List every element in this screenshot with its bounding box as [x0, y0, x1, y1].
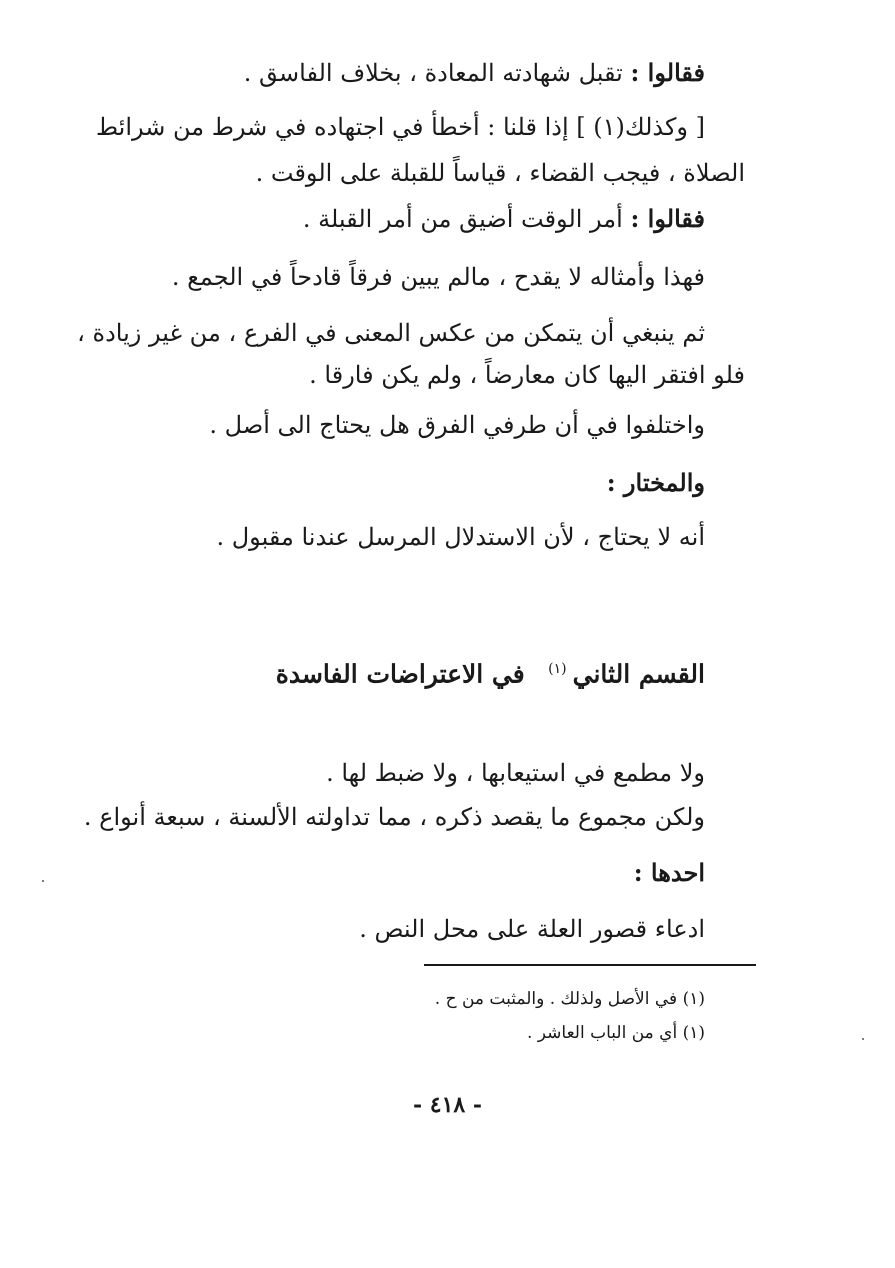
text-line-11: ولا مطمع في استيعابها ، ولا ضبط لها . — [326, 759, 705, 787]
footnote-marker: (١) — [548, 661, 567, 677]
text-line-2: [ وكذلك(١) ] إذا قلنا : أخطأ في اجتهاده في شرط من شرائط — [95, 113, 705, 141]
line-text: تقبل شهادته المعادة ، بخلاف الفاسق . — [243, 59, 623, 87]
footnote-1: (١) في الأصل ولذلك . والمثبت من ح . — [434, 989, 705, 1009]
footnote-2: (١) أي من الباب العاشر . — [526, 1023, 705, 1043]
section-title-part1: القسم الثاني — [572, 659, 705, 689]
text-line-13: احدها : — [633, 858, 705, 887]
lead-word: فقالوا : — [630, 204, 705, 233]
text-line-9: والمختار : — [606, 468, 705, 497]
text-line-4 — [303, 202, 705, 236]
scan-speck — [862, 1038, 864, 1040]
text-line-8: واختلفوا في أن طرفي الفرق هل يحتاج الى أصل . — [209, 411, 705, 439]
text-line-1 — [244, 56, 705, 90]
text-line-5: فهذا وأمثاله لا يقدح ، مالم يبين فرقاً قادحاً في الجمع . — [171, 263, 705, 291]
line-text: أمر الوقت أضيق من أمر القبلة . — [302, 205, 623, 233]
section-heading — [276, 652, 705, 691]
section-title-part2: في الاعتراضات الفاسدة — [275, 659, 525, 689]
text-line-3: الصلاة ، فيجب القضاء ، قياساً للقبلة على الوقت . — [255, 159, 745, 187]
page-number: - ٤١٨ - — [412, 1092, 483, 1118]
scan-speck — [42, 880, 44, 882]
text-line-14: ادعاء قصور العلة على محل النص . — [359, 915, 705, 943]
text-line-10: أنه لا يحتاج ، لأن الاستدلال المرسل عندنا مقبول . — [216, 523, 705, 551]
text-line-12: ولكن مجموع ما يقصد ذكره ، مما تداولته الألسنة ، سبعة أنواع . — [83, 803, 705, 831]
footnote-separator — [424, 964, 756, 966]
lead-word: فقالوا : — [630, 58, 705, 87]
text-line-7: فلو افتقر اليها كان معارضاً ، ولم يكن فارقا . — [309, 361, 745, 389]
text-line-6: ثم ينبغي أن يتمكن من عكس المعنى في الفرع ، من غير زيادة ، — [77, 319, 705, 347]
